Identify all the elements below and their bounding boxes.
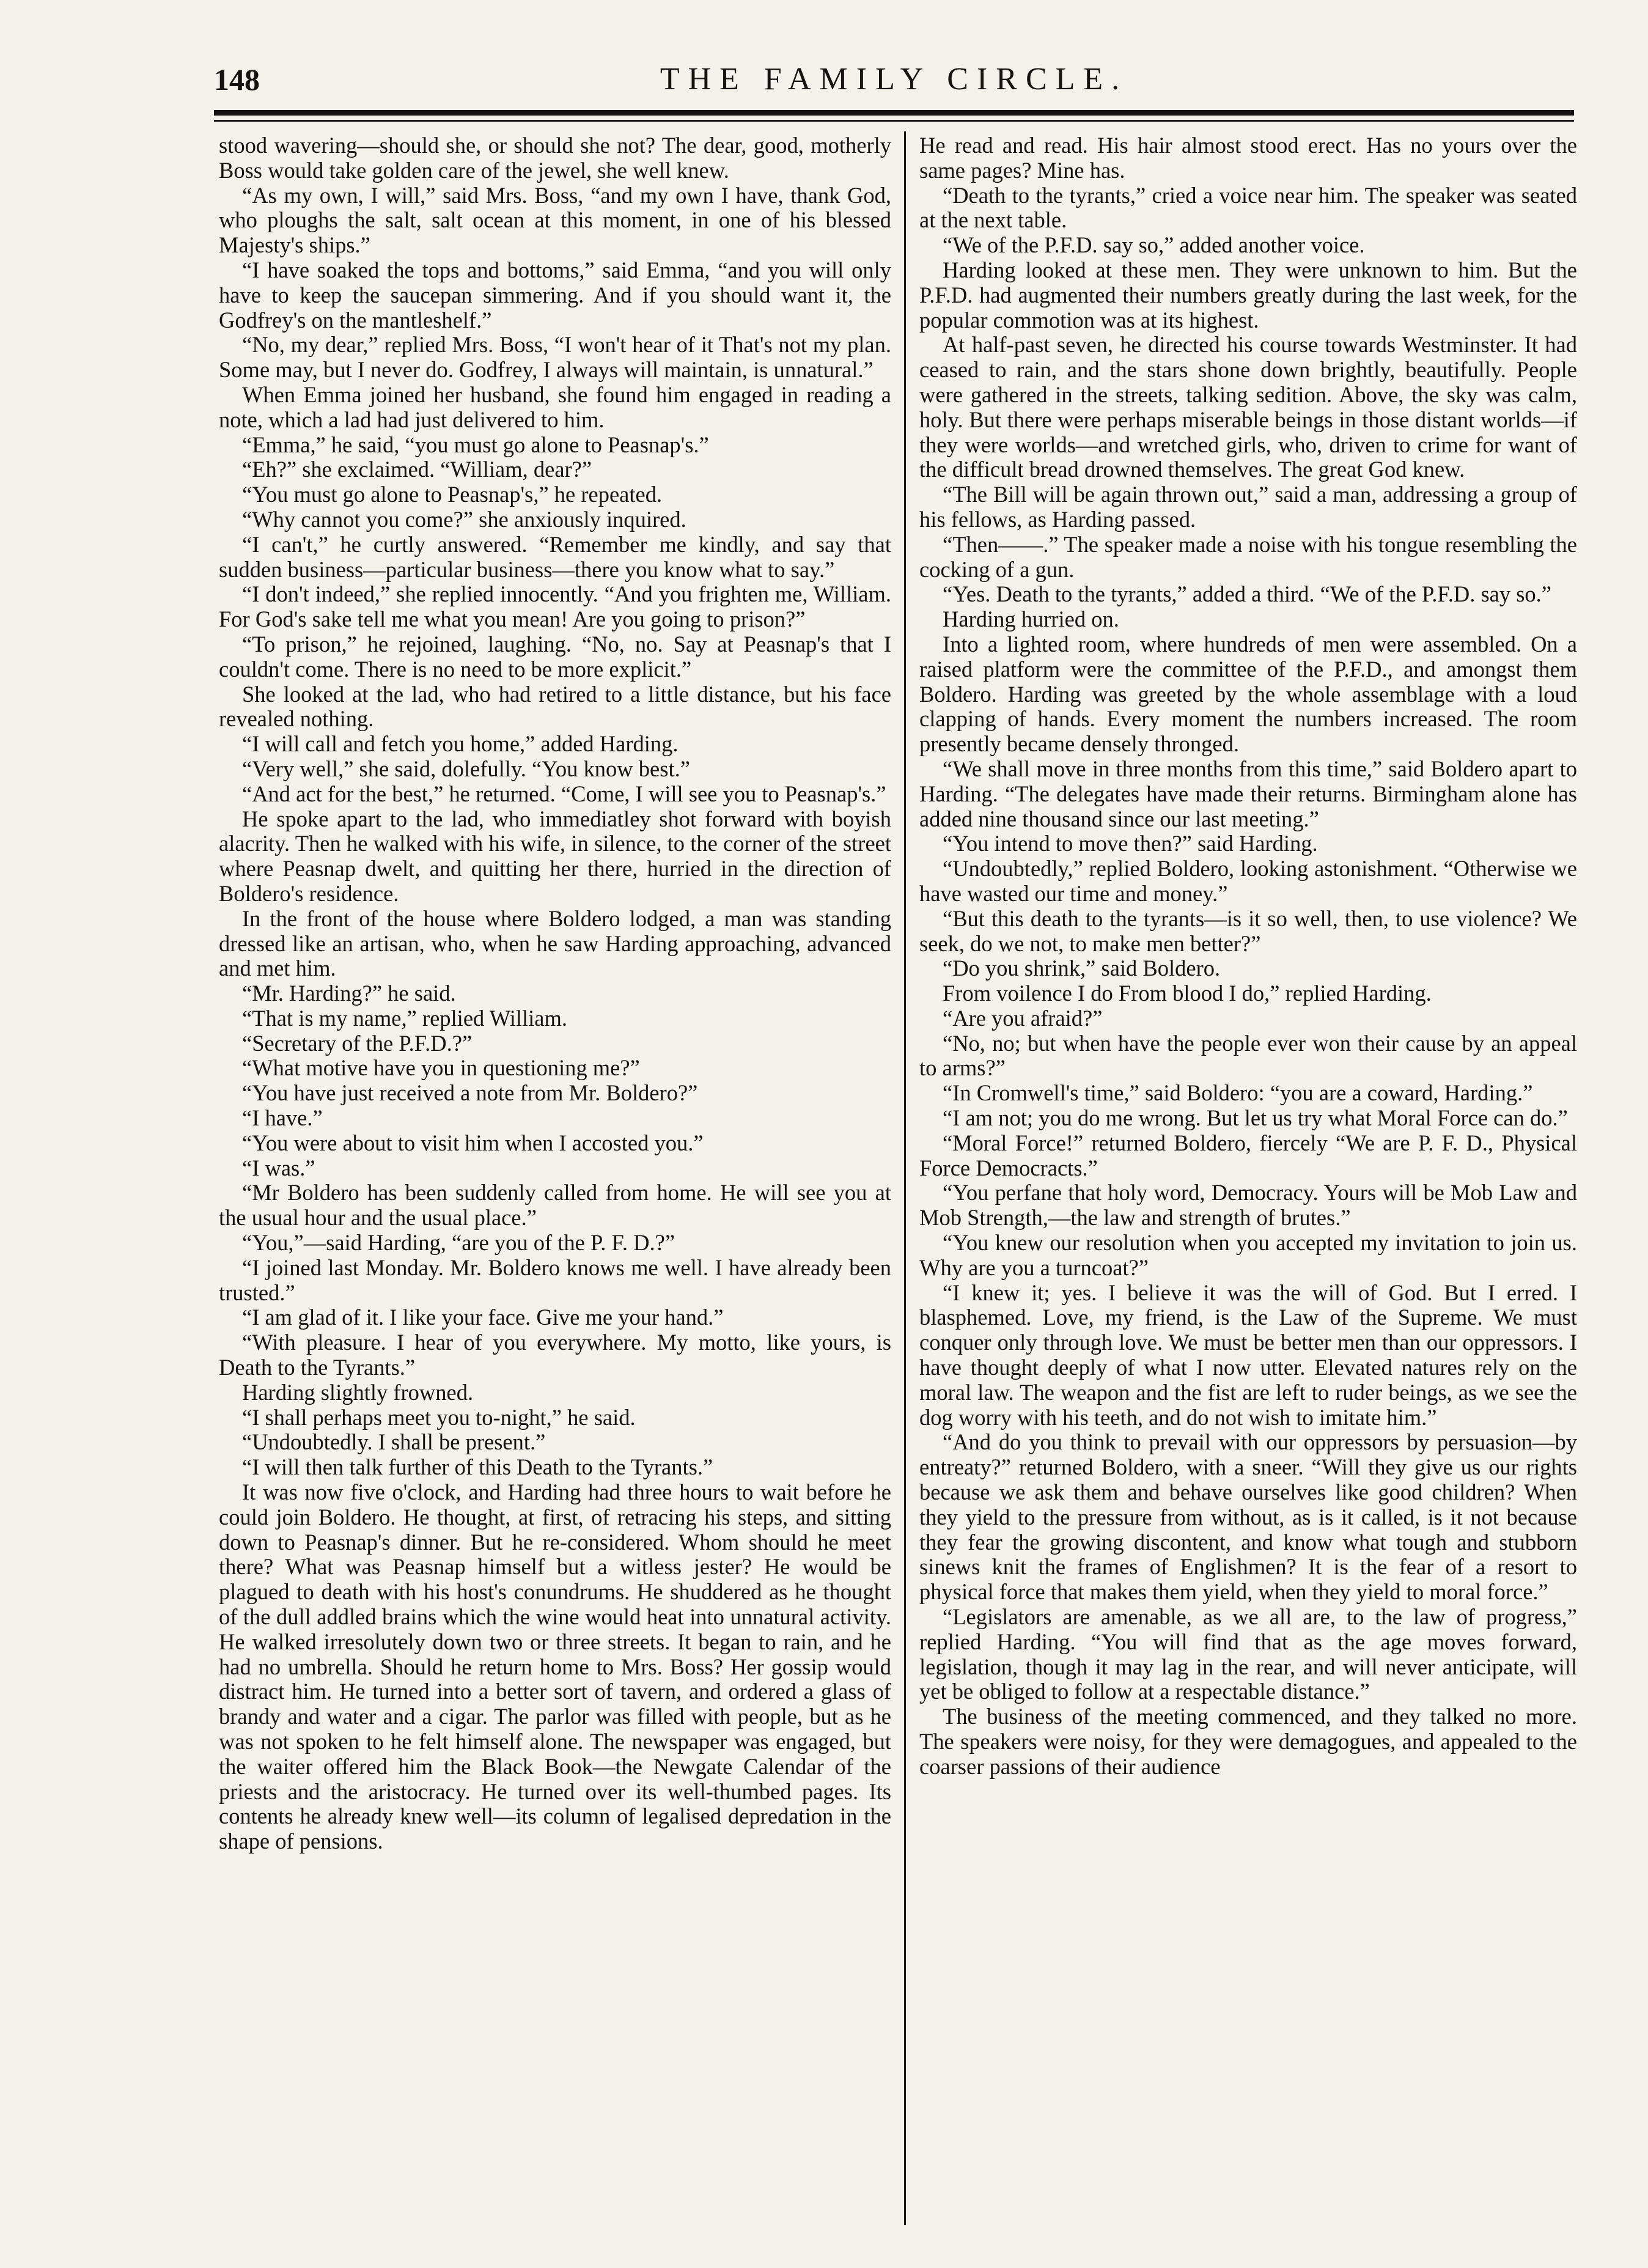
paragraph: “You,”—said Harding, “are you of the P. F. D.?” xyxy=(242,1230,675,1256)
paragraph: “I have.” xyxy=(242,1105,323,1131)
paragraph: Into a lighted room, where hundreds of men were assembled. On a raised platform were the committee of the P.F.D., and amongst them Boldero. Harding was greeted by the whole assemblage with a loud clapping of hands. Every moment the numbers increased. The room presently became densely thronged. xyxy=(919,631,1577,757)
paragraph: “You perfane that holy word, Democracy. Yours will be Mob Law and Mob Strength,—the law and strength of brutes.” xyxy=(919,1180,1577,1231)
right-column xyxy=(919,133,1577,2224)
paragraph: “Moral Force!” returned Boldero, fiercely “We are P. F. D., Physical Force Democracts.” xyxy=(919,1130,1577,1180)
paragraph: “I can't,” he curtly answered. “Remember me kindly, and say that sudden business—particular business—there you know what to say.” xyxy=(219,531,891,582)
paragraph: “That is my name,” replied William. xyxy=(242,1005,568,1031)
paragraph: Harding hurried on. xyxy=(943,606,1119,632)
paragraph: “No, no; but when have the people ever won their cause by an appeal to arms?” xyxy=(919,1030,1577,1081)
paragraph: “Mr Boldero has been suddenly called from home. He will see you at the usual hour and the usual place.” xyxy=(219,1180,891,1231)
paragraph: “But this death to the tyrants—is it so well, then, to use violence? We seek, do we not, to make men better?” xyxy=(919,905,1577,956)
paragraph: “I have soaked the tops and bottoms,” said Emma, “and you will only have to keep the saucepan simmering. And if you should want it, the Godfrey's on the mantleshelf.” xyxy=(219,257,891,333)
paragraph: “I was.” xyxy=(242,1155,315,1180)
paragraph: At half-past seven, he directed his course towards Westminster. It had ceased to rain, and the stars shone down brightly, beautifully. People were gathered in the streets, talking sedition. Above, the sky was calm, holy. But there were perhaps miserable beings in those distant worlds—if they were worlds—and wretched girls, who, driven to crime for want of the difficult bread drowned themselves. The great God knew. xyxy=(919,332,1577,482)
paragraph: “Secretary of the P.F.D.?” xyxy=(242,1030,473,1056)
paragraph: Harding slightly frowned. xyxy=(242,1379,474,1405)
paragraph: In the front of the house where Boldero lodged, a man was standing dressed like an artisan, who, when he saw Harding approaching, advanced and met him. xyxy=(219,905,891,981)
paragraph: “To prison,” he rejoined, laughing. “No, no. Say at Peasnap's that I couldn't come. There is no need to be more explicit.” xyxy=(219,631,891,682)
paragraph: “Then——.” The speaker made a noise with his tongue resembling the cocking of a gun. xyxy=(919,531,1577,582)
paragraph: “You were about to visit him when I accosted you.” xyxy=(242,1130,704,1155)
paragraph: “Eh?” she exclaimed. “William, dear?” xyxy=(242,457,592,482)
paragraph: “Death to the tyrants,” cried a voice near him. The speaker was seated at the next table. xyxy=(919,182,1577,233)
paragraph: He spoke apart to the lad, who immediatley shot forward with boyish alacrity. Then he walked with his wife, in silence, to the corner of the street where Peasnap dwelt, and quitting her there, hurried in the direction of Boldero's residence. xyxy=(219,806,891,906)
paragraph: “I don't indeed,” she replied innocently. “And you frighten me, William. For God's sake tell me what you mean! Are you going to prison?” xyxy=(219,581,891,632)
paragraph: “Undoubtedly. I shall be present.” xyxy=(242,1429,546,1455)
paragraph: “Are you afraid?” xyxy=(943,1005,1103,1031)
paragraph: “I will then talk further of this Death to the Tyrants.” xyxy=(242,1454,713,1480)
paragraph: “You have just received a note from Mr. Boldero?” xyxy=(242,1080,698,1106)
paragraph: “We shall move in three months from this time,” said Boldero apart to Harding. “The delegates have made their returns. Birmingham alone has added nine thousand since our last meeting.” xyxy=(919,756,1577,831)
paragraph: “I am not; you do me wrong. But let us try what Moral Force can do.” xyxy=(943,1105,1568,1131)
paragraph: “No, my dear,” replied Mrs. Boss, “I won't hear of it That's not my plan. Some may, but I never do. Godfrey, I always will maintain, is unnatural.” xyxy=(219,332,891,383)
paragraph: “Legislators are amenable, as we all are, to the law of progress,” replied Harding. “You will find that as the age moves forward, legislation, though it may lag in the rear, and will never anticipate, will yet be obliged to follow at a respectable distance.” xyxy=(919,1604,1577,1704)
paragraph: “And do you think to prevail with our oppressors by persuasion—by entreaty?” returned Boldero, with a sneer. “Will they give us our rights because we ask them and behave ourselves like good children? When they yield to the pressure from without, as is it called, is it not because they fear the growing discontent, and know what tough and stubborn sinews knit the frames of Englishmen? It is the fear of a resort to physical force that makes them yield, when they yield to moral force.” xyxy=(919,1429,1577,1605)
paragraph: stood wavering—should she, or should she not? The dear, good, motherly Boss would take golden care of the jewel, she well knew. xyxy=(219,133,891,183)
paragraph: “Mr. Harding?” he said. xyxy=(242,981,456,1006)
paragraph: “I will call and fetch you home,” added Harding. xyxy=(242,731,679,757)
paragraph: He read and read. His hair almost stood erect. Has no yours over the same pages? Mine has. xyxy=(919,133,1577,183)
paragraph: From voilence I do From blood I do,” replied Harding. xyxy=(943,981,1432,1006)
paragraph: “I knew it; yes. I believe it was the will of God. But I erred. I blasphemed. Love, my friend, is the Law of the Supreme. We must conquer only through love. We must be better men than our oppressors. I have thought deeply of what I now utter. Elevated natures rely on the moral law. The weapon and the fist are left to ruder beings, as we see the dog worry with his teeth, and do not wish to imitate him.” xyxy=(919,1279,1577,1430)
paragraph: When Emma joined her husband, she found him engaged in reading a note, which a lad had just delivered to him. xyxy=(219,381,891,432)
left-column xyxy=(219,133,891,2224)
column-divider xyxy=(904,131,906,2225)
paragraph: “We of the P.F.D. say so,” added another voice. xyxy=(943,232,1365,258)
paragraph: “Undoubtedly,” replied Boldero, looking astonishment. “Otherwise we have wasted our time and money.” xyxy=(919,856,1577,906)
paragraph: “I am glad of it. I like your face. Give me your hand.” xyxy=(242,1305,724,1330)
paragraph: The business of the meeting commenced, and they talked no more. The speakers were noisy, for they were demagogues, and appealed to the coarser passions of their audience xyxy=(919,1704,1577,1779)
paragraph: “The Bill will be again thrown out,” said a man, addressing a group of his fellows, as Harding passed. xyxy=(919,482,1577,532)
paragraph: “You knew our resolution when you accepted my invitation to join us. Why are you a turncoat?” xyxy=(919,1230,1577,1280)
paragraph: “Why cannot you come?” she anxiously inquired. xyxy=(242,506,686,532)
paragraph: “And act for the best,” he returned. “Come, I will see you to Peasnap's.” xyxy=(242,781,886,806)
paragraph: “You must go alone to Peasnap's,” he repeated. xyxy=(242,482,663,507)
paragraph: “With pleasure. I hear of you everywhere. My motto, like yours, is Death to the Tyrants.” xyxy=(219,1330,891,1380)
paragraph: “Do you shrink,” said Boldero. xyxy=(943,955,1221,981)
paragraph: “Yes. Death to the tyrants,” added a third. “We of the P.F.D. say so.” xyxy=(943,581,1551,607)
paragraph: “In Cromwell's time,” said Boldero: “you are a coward, Harding.” xyxy=(943,1080,1533,1106)
paragraph: “What motive have you in questioning me?” xyxy=(242,1055,640,1081)
paragraph: It was now five o'clock, and Harding had three hours to wait before he could join Boldero. He thought, at first, of retracing his steps, and sitting down to Peasnap's dinner. But he re-considered. Whom should he meet there? What was Peasnap himself but a witless jester? He would be plagued to death with his host's conundrums. He shuddered as he thought of the dull addled brains which the wine would heat into unnatural activity. He walked irresolutely down two or three streets. It began to rain, and he had no umbrella. Should he return home to Mrs. Boss? Her gossip would distract him. He turned into a better sort of tavern, and ordered a glass of brandy and water and a cigar. The parlor was filled with people, but as he was not spoken to he felt himself alone. The newspaper was engaged, but the waiter offered him the Black Book—the Newgate Calendar of the priests and the aristocracy. He turned over its well-thumbed pages. Its contents he already knew well—its column of legalised depredation in the shape of pensions. xyxy=(219,1479,891,1854)
paragraph: “Emma,” he said, “you must go alone to Peasnap's.” xyxy=(242,432,709,457)
header-rule-thick xyxy=(214,110,1574,116)
paragraph: “I joined last Monday. Mr. Boldero knows me well. I have already been trusted.” xyxy=(219,1254,891,1305)
running-title: THE FAMILY CIRCLE. xyxy=(660,62,1128,97)
paragraph: “Very well,” she said, dolefully. “You know best.” xyxy=(242,756,690,781)
header-rule-thin xyxy=(214,120,1574,122)
paragraph: “As my own, I will,” said Mrs. Boss, “and my own I have, thank God, who ploughs the salt, salt ocean at this moment, in one of his blessed Majesty's ships.” xyxy=(219,182,891,258)
paragraph: Harding looked at these men. They were unknown to him. But the P.F.D. had augmented their numbers greatly during the last week, for the popular commotion was at its highest. xyxy=(919,257,1577,333)
page-number: 148 xyxy=(214,62,260,97)
paragraph: “I shall perhaps meet you to-night,” he said. xyxy=(242,1404,636,1430)
paragraph: She looked at the lad, who had retired to a little distance, but his face revealed nothing. xyxy=(219,681,891,732)
paragraph: “You intend to move then?” said Harding. xyxy=(943,831,1318,856)
page-header xyxy=(214,61,1574,98)
